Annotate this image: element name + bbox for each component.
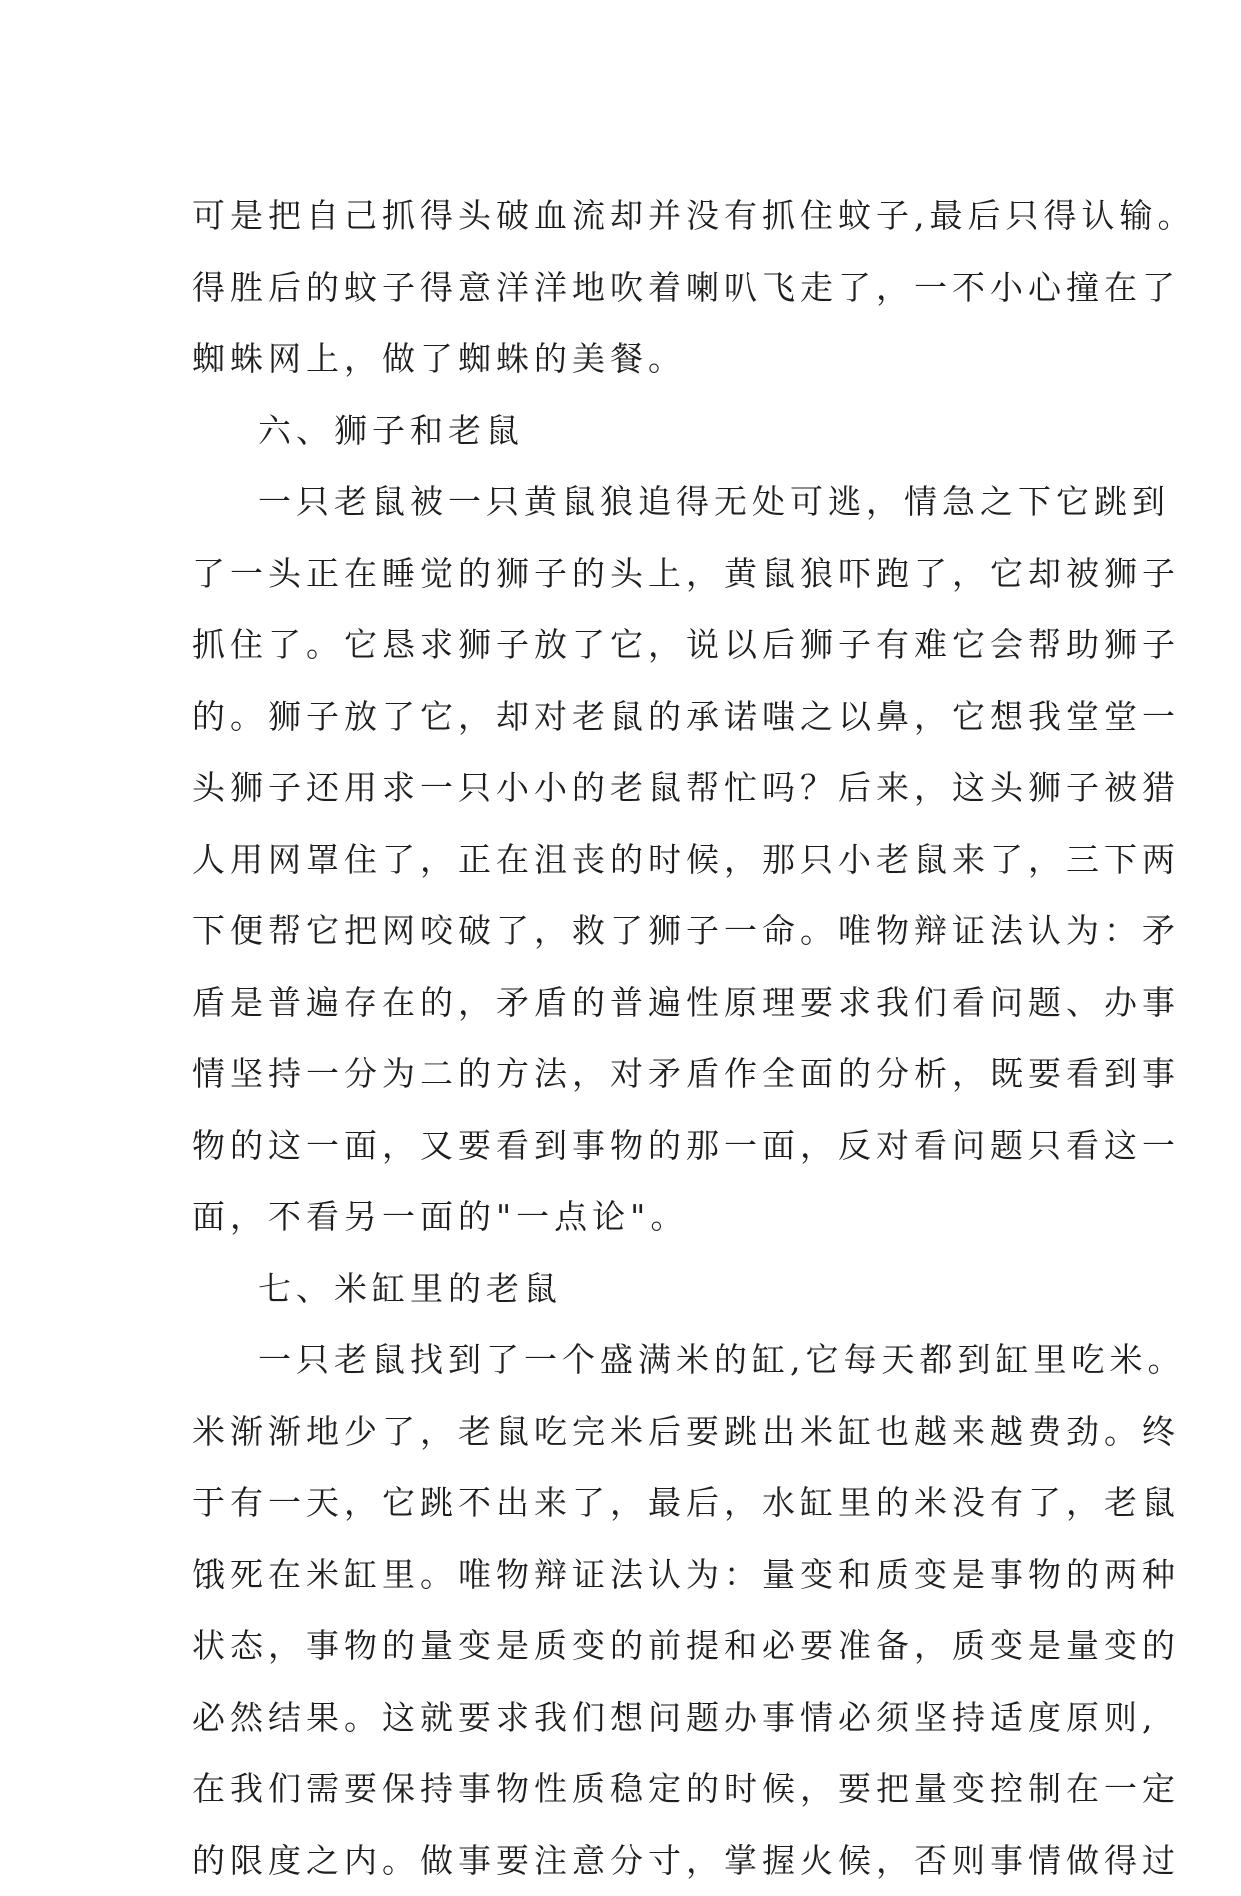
text-line-3: 蜘蛛网上，做了蜘蛛的美餐。	[192, 323, 1092, 395]
text-line-5: 一只老鼠被一只黄鼠狼追得无处可逃，情急之下它跳到	[192, 466, 1092, 538]
text-line-12: 盾是普遍存在的，矛盾的普遍性原理要求我们看问题、办事	[192, 967, 1092, 1039]
text-line-9: 头狮子还用求一只小小的老鼠帮忙吗？后来，这头狮子被猎	[192, 752, 1092, 824]
text-line-10: 人用网罩住了，正在沮丧的时候，那只小老鼠来了，三下两	[192, 824, 1092, 896]
text-line-2: 得胜后的蚊子得意洋洋地吹着喇叭飞走了，一不小心撞在了	[192, 252, 1092, 324]
text-line-19: 于有一天，它跳不出来了，最后，水缸里的米没有了，老鼠	[192, 1467, 1092, 1539]
text-line-22: 必然结果。这就要求我们想问题办事情必须坚持适度原则,	[192, 1682, 1092, 1754]
section-heading-7: 七、米缸里的老鼠	[192, 1253, 1092, 1325]
text-line-11: 下便帮它把网咬破了，救了狮子一命。唯物辩证法认为：矛	[192, 895, 1092, 967]
text-line-14: 物的这一面，又要看到事物的那一面，反对看问题只看这一	[192, 1110, 1092, 1182]
text-line-17: 一只老鼠找到了一个盛满米的缸,它每天都到缸里吃米。	[192, 1324, 1092, 1396]
section-heading-6: 六、狮子和老鼠	[192, 395, 1092, 467]
text-line-24: 的限度之内。做事要注意分寸，掌握火候，否则事情做得过	[192, 1825, 1092, 1896]
text-line-7: 抓住了。它恳求狮子放了它，说以后狮子有难它会帮助狮子	[192, 609, 1092, 681]
text-line-6: 了一头正在睡觉的狮子的头上，黄鼠狼吓跑了，它却被狮子	[192, 538, 1092, 610]
text-line-21: 状态，事物的量变是质变的前提和必要准备，质变是量变的	[192, 1610, 1092, 1682]
document-body	[192, 180, 1092, 1896]
text-line-8: 的。狮子放了它，却对老鼠的承诺嗤之以鼻，它想我堂堂一	[192, 681, 1092, 753]
text-line-13: 情坚持一分为二的方法，对矛盾作全面的分析，既要看到事	[192, 1038, 1092, 1110]
text-line-1: 可是把自己抓得头破血流却并没有抓住蚊子,最后只得认输。	[192, 180, 1092, 252]
text-line-23: 在我们需要保持事物性质稳定的时候，要把量变控制在一定	[192, 1753, 1092, 1825]
text-line-15: 面，不看另一面的"一点论"。	[192, 1181, 1092, 1253]
text-line-20: 饿死在米缸里。唯物辩证法认为：量变和质变是事物的两种	[192, 1539, 1092, 1611]
text-line-18: 米渐渐地少了，老鼠吃完米后要跳出米缸也越来越费劲。终	[192, 1396, 1092, 1468]
